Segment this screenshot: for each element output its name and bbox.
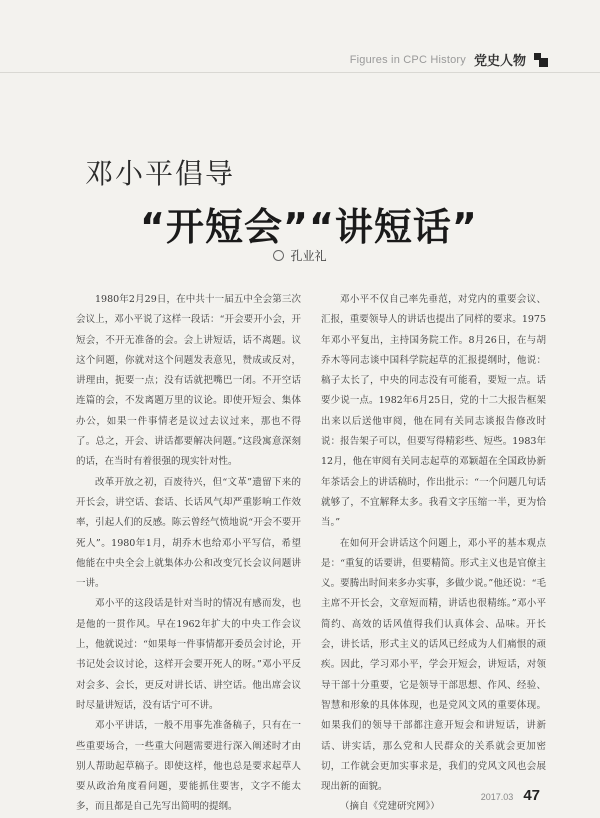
author-name: 孔业礼 (290, 249, 327, 263)
section-blocks-icon (534, 53, 548, 67)
section-header (350, 50, 548, 69)
paragraph: 邓小平的这段话是针对当时的情况有感而发，也是他的一贯作风。早在1962年扩大的中央工作会议上，他就说过：“如果每一件事情都开委员会讨论，开书记处会议讨论，这样开会要开死人的呀。”邓小平反对会多、会长，更反对讲长话、讲空话。他出席会议时尽量讲短话，没有话宁可不讲。 (76, 598, 301, 711)
article-subtitle: 邓小平倡导 (85, 157, 236, 190)
article-body (76, 290, 546, 818)
page-footer (481, 787, 540, 804)
paragraph: 改革开放之初，百废待兴，但“文革”遗留下来的开长会，讲空话、套话、长话风气却严重影响工作效率，引起人们的反感。陈云曾经气愤地说“开会不要开死人”。1980年1月，胡乔木也给邓小平写信，希望他能在中央全会上就集体办公和改变冗长会议问题讲一讲。 (76, 476, 301, 590)
page-number: 47 (523, 787, 540, 804)
author-line (0, 247, 600, 264)
paragraph: 邓小平不仅自己率先垂范，对党内的重要会议、汇报，重要领导人的讲话也提出了同样的要求。1975年邓小平复出，主持国务院工作。8月26日，在与胡乔木等同志谈中国科学院起草的汇报提纲时，他说：稿子太长了，中央的同志没有可能看，要短一点。话要少说一点。1982年6月25日，党的十二大报告框架出来以后送他审阅，他在同有关同志谈报告修改时说：报告架子可以，但要写得精彩些、短些。1983年12月，他在审阅有关同志起草的邓颖超在全国政协新年茶话会上的讲话稿时，作出批示：“一个问题几句话就够了，不宜解释太多。我看文字压缩一半，更为恰当。” (321, 294, 546, 529)
section-title-en: Figures in CPC History (349, 53, 466, 66)
header-divider (0, 72, 600, 73)
author-circle-icon (273, 250, 284, 261)
paragraph: 1980年2月29日，在中共十一届五中全会第三次会议上，邓小平说了这样一段话：“开会要开小会，开短会，不开无准备的会。会上讲短话，话不离题。议这个问题，你就对这个问题发表意见，赞成或反对，讲理由，扼要一点；没有话就把嘴巴一闭。不开空话连篇的会，不发离题万里的议论。即使开短会、集体办公，如果一件事情老是议过去议过来，那也不得了。总之，开会、讲话都要解决问题。”这段寓意深刻的话，在当时有着很强的现实针对性。 (76, 294, 301, 468)
paragraph: 在如何开会讲话这个问题上，邓小平的基本观点是：“重复的话要讲，但要精简。形式主义也是官僚主义。要腾出时间来多办实事，多做少说。”他还说：“毛主席不开长会，文章短而精，讲话也很精练。”邓小平简约、高效的话风值得我们认真体会、品味。开长会，讲长话，形式主义的话风已经成为人们痛恨的顽疾。因此，学习邓小平，学会开短会，讲短话，对领导干部十分重要，它是领导干部思想、作风、经验、智慧和形象的具体体现，也是党风文风的重要体现。如果我们的领导干部都注意开短会和讲短话，讲新话、讲实话，那么党和人民群众的关系就会更加密切，工作就会更加实事求是，我们的党风文风也会展现出新的面貌。 (321, 537, 546, 793)
paragraph: 邓小平讲话，一般不用事先准备稿子，只有在一些重要场合，一些重大问题需要进行深入阐述时才由别人帮助起草稿子。即使这样，他也总是要求起草人要从政治角度看问题，要能抓住要害，文字不能太多，而且都是自己先写出简明的提纲。 (76, 720, 301, 813)
issue-date: 2017.03 (480, 792, 514, 802)
article-title: “开短会”“讲短话” (140, 205, 478, 249)
body-column-left (76, 290, 301, 818)
body-column-right (321, 290, 546, 818)
section-title-cn: 党史人物 (473, 54, 526, 69)
source-credit: （摘自《党建研究网》） (340, 801, 440, 813)
